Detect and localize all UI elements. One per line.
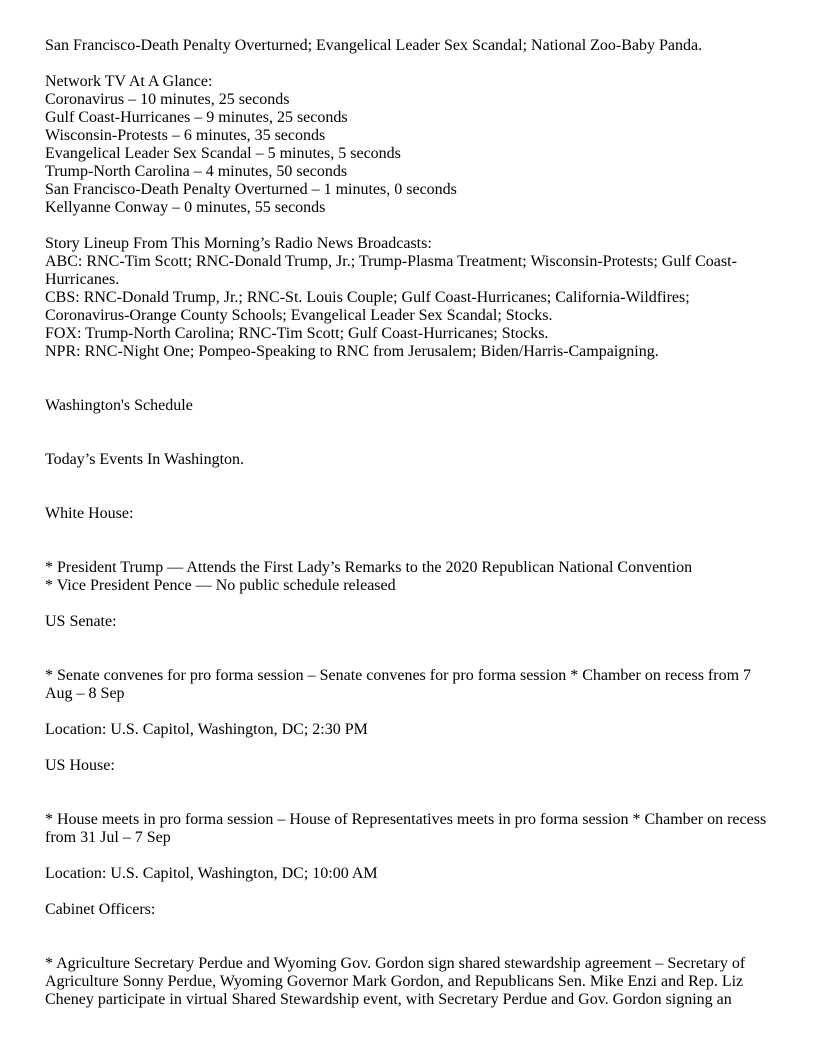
spacer xyxy=(45,217,775,235)
network-tv-item: Evangelical Leader Sex Scandal – 5 minutes, 5 seconds xyxy=(45,145,401,162)
spacer xyxy=(45,775,775,811)
radio-cbs-lineup: CBS: RNC-Donald Trump, Jr.; RNC-St. Louis Couple; Gulf Coast-Hurricanes; California-Wildfires; Coronavirus-Orange County Schools; Evangelical Leader Sex Scandal; Stocks. xyxy=(45,289,694,324)
senate-location: Location: U.S. Capitol, Washington, DC; 2:30 PM xyxy=(45,721,368,738)
cabinet-heading: Cabinet Officers: xyxy=(45,901,156,918)
network-tv-item: San Francisco-Death Penalty Overturned – 1 minutes, 0 seconds xyxy=(45,181,457,198)
washington-schedule-heading: Washington's Schedule xyxy=(45,397,193,414)
spacer xyxy=(45,361,775,397)
spacer xyxy=(45,595,775,613)
spacer xyxy=(45,631,775,667)
spacer xyxy=(45,739,775,757)
network-tv-item: Trump-North Carolina – 4 minutes, 50 seconds xyxy=(45,163,348,180)
radio-npr-lineup: NPR: RNC-Night One; Pompeo-Speaking to RNC from Jerusalem; Biden/Harris-Campaigning. xyxy=(45,343,659,360)
senate-section xyxy=(45,613,775,739)
spacer xyxy=(45,703,775,721)
house-location: Location: U.S. Capitol, Washington, DC; 10:00 AM xyxy=(45,865,378,882)
house-item: * House meets in pro forma session – House of Representatives meets in pro forma session * Chamber on recess from 31 Jul – 7 Sep xyxy=(45,811,771,846)
top-stories-line: San Francisco-Death Penalty Overturned; Evangelical Leader Sex Scandal; National Zoo-Baby Panda. xyxy=(45,37,703,54)
spacer xyxy=(45,55,775,73)
cabinet-section xyxy=(45,901,775,1009)
senate-item: * Senate convenes for pro forma session – Senate convenes for pro forma session * Chamber on recess from 7 Aug – 8 Sep xyxy=(45,667,755,702)
document-page xyxy=(45,37,775,1009)
house-heading: US House: xyxy=(45,757,115,774)
radio-lineup-section xyxy=(45,235,775,361)
network-tv-item: Wisconsin-Protests – 6 minutes, 35 seconds xyxy=(45,127,326,144)
white-house-item: * President Trump — Attends the First Lady’s Remarks to the 2020 Republican National Convention xyxy=(45,559,693,576)
senate-heading: US Senate: xyxy=(45,613,117,630)
radio-fox-lineup: FOX: Trump-North Carolina; RNC-Tim Scott; Gulf Coast-Hurricanes; Stocks. xyxy=(45,325,549,342)
spacer xyxy=(45,919,775,955)
cabinet-item: * Agriculture Secretary Perdue and Wyoming Gov. Gordon sign shared stewardship agreement – Secretary of Agriculture Sonny Perdue, Wyoming Governor Mark Gordon, and Republicans Sen. Mike Enzi and Rep. Liz Cheney participate in virtual Shared Stewardship event, with Secretary Perdue and Gov. Gordon signing an xyxy=(45,955,749,1008)
white-house-item: * Vice President Pence — No public schedule released xyxy=(45,577,396,594)
network-tv-item: Gulf Coast-Hurricanes – 9 minutes, 25 seconds xyxy=(45,109,348,126)
spacer xyxy=(45,523,775,559)
white-house-heading: White House: xyxy=(45,505,134,522)
network-tv-item: Kellyanne Conway – 0 minutes, 55 seconds xyxy=(45,199,326,216)
network-tv-item: Coronavirus – 10 minutes, 25 seconds xyxy=(45,91,290,108)
spacer xyxy=(45,415,775,451)
todays-events-heading: Today’s Events In Washington. xyxy=(45,451,245,468)
network-tv-section xyxy=(45,73,775,217)
network-tv-heading: Network TV At A Glance: xyxy=(45,73,213,90)
radio-abc-lineup: ABC: RNC-Tim Scott; RNC-Donald Trump, Jr.; Trump-Plasma Treatment; Wisconsin-Protests; Gulf Coast-Hurricanes. xyxy=(45,253,737,288)
radio-lineup-heading: Story Lineup From This Morning’s Radio News Broadcasts: xyxy=(45,235,432,252)
white-house-section xyxy=(45,505,775,595)
spacer xyxy=(45,469,775,505)
house-section xyxy=(45,757,775,883)
spacer xyxy=(45,883,775,901)
spacer xyxy=(45,847,775,865)
